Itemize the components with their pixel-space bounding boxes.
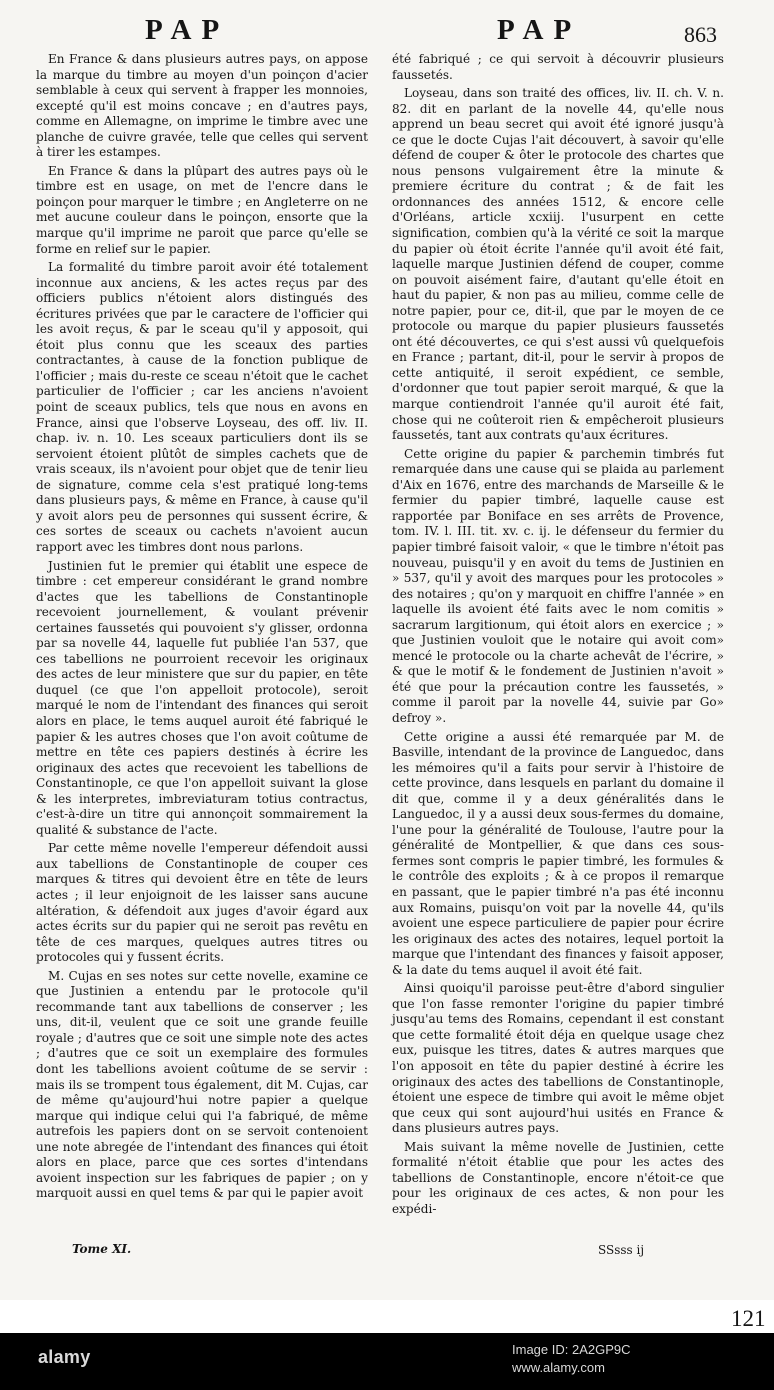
paragraph: En France & dans plusieurs autres pays, on appose la marque du timbre au moyen d'un poinçon d'acier semblable à ceux qui servent à frapper les monnoies, excepté qu'il est moins concave ; en d'autres pays, comme en Allemagne, on imprime le timbre avec une planche de cuivre gravée, telle que celles qui servent à tirer les estampes.	[36, 52, 368, 160]
signature-mark: SSsss ij	[598, 1243, 645, 1257]
sheet-number: 121	[731, 1306, 766, 1331]
stock-site: www.alamy.com	[512, 1360, 605, 1375]
paragraph: La formalité du timbre paroit avoir été totalement inconnue aux anciens, & les actes reçus par des officiers publics n'étoient alors distingués des écritures privées que par le caractere de l'officier qui les avoit reçus, & par le sceau qu'il y apposoit, qui étoit plus connu que les sceaux des parties contractantes, à cause de la fonction publique de l'officier ; mais du-reste ce sceau n'étoit que le cachet particulier de l'officier ; car les anciens n'avoient point de sceaux publics, tels que nous en avons en France, ainsi que l'observe Loyseau, des off. liv. II. chap. iv. n. 10. Les sceaux particuliers dont ils se servoient étoient plûtôt de simples cachets que de vrais sceaux, ils n'avoient pour objet que de tenir lieu de signature, comme cela s'est pratiqué long-tems dans plusieurs pays, & même en France, à cause qu'il y avoit alors peu de personnes qui sussent écrire, & ces sortes de sceaux ou cachets n'avoient aucun rapport avec les timbres dont nous parlons.	[36, 260, 368, 554]
stock-info	[512, 1341, 631, 1377]
paragraph: Par cette même novelle l'empereur défendoit aussi aux tabellions de Constantinople de couper ces marques & titres qui devoient être en tête de leurs actes ; il leur enjoignoit de les laisser sans aucune altération, & défendoit aux juges d'avoir égard aux actes écrits sur du papier qui ne seroit pas revêtu en tête de ces marques, quelques autres titres ou protocoles qui y fussent écrits.	[36, 841, 368, 965]
running-head-right: PAP	[497, 14, 582, 46]
volume-footer: Tome XI.	[72, 1242, 132, 1256]
paragraph: En France & dans la plûpart des autres pays où le timbre est en usage, on met de l'encre dans le poinçon pour marquer le timbre ; en Angleterre on ne met aucune couleur dans le poinçon, ensorte que la marque qu'il imprime ne paroit que parce qu'elle se forme en relief sur le papier.	[36, 163, 368, 256]
paragraph: M. Cujas en ses notes sur cette novelle, examine ce que Justinien a entendu par le protocole qu'il recommande tant aux tabellions de conserver ; les uns, dit-il, veulent que ce soit une grande feuille royale ; d'autres que ce soit une simple note des actes ; d'autres que ce soit un exemplaire des formules dont les tabellions avoient coûtume de se servir : mais ils se trompent tous également, dit M. Cujas, car de même qu'aujourd'hui notre papier a quelque marque qui indique celui qui l'a fabriqué, de même autrefois les papiers dont on se servoit contenoient une note abregée de l'intendant des finances qui étoit alors en place, parce que ces sortes d'intendans avoient inspection sur les fabriques de papier ; on y marquoit aussi en quel tems & par qui le papier avoit	[36, 968, 368, 1201]
paragraph: Mais suivant la même novelle de Justinien, cette formalité n'étoit établie que pour les actes des tabellions de Constantinople, encore n'étoit-ce que pour les originaux de ces actes, & non pour les expédi-	[392, 1139, 724, 1216]
left-column	[36, 52, 368, 1205]
page-number: 863	[684, 22, 717, 47]
paragraph: Loyseau, dans son traité des offices, liv. II. ch. V. n. 82. dit en parlant de la novelle 44, qu'elle nous apprend un beau secret qui avoit été ignoré jusqu'à ce que le docte Cujas l'ait découvert, à savoir qu'elle défend de couper & ôter le protocole des chartes que nous pensons vulgairement être la minute & premiere écriture du contrat ; & de fait les ordonnances des années 1512, & encore celle d'Orléans, article xcxiij. l'usurpent en cette signification, combien qu'à la vérité ce soit la marque du papier où étoit écrite l'année qu'il avoit été fait, laquelle marque Justinien défend de couper, comme on pouvoit aisément faire, d'autant qu'elle étoit en haut du papier, & non pas au milieu, comme celle de notre papier, pour ce, dit-il, que par le moyen de ce protocole ou marque du papier plusieurs faussetés ont été découvertes, ce qui s'est aussi vû quelquefois en France ; partant, dit-il, pour le servir à propos de cette antiquité, il seroit expédient, ce semble, d'ordonner que tout papier seroit marqué, & que la marque contiendroit l'année qu'il auroit été fait, chose qui ne coûteroit rien & empêcheroit plusieurs faussetés, tant aux contrats qu'aux écritures.	[392, 86, 724, 443]
paragraph: Cette origine a aussi été remarquée par M. de Basville, intendant de la province de Languedoc, dans les mémoires qu'il a faits pour servir à l'histoire de cette province, dans lesquels en parlant du domaine il dit que, comme il y a deux généralités dans le Languedoc, il y a aussi deux sous-fermes du domaine, l'une pour la généralité de Toulouse, l'autre pour la généralité de Montpellier, & que dans ces sous-fermes sont compris le papier timbré, les formules & le contrôle des exploits ; & à ce propos il remarque en passant, que le papier timbré n'a pas été inconnu aux Romains, puisqu'on voit par la novelle 44, qu'ils avoient une espece particuliere de papier pour écrire les originaux des actes des notaires, lequel portoit la marque que l'intendant des finances y faisoit apposer, & la date du tems auquel il avoit été fait.	[392, 729, 724, 977]
stock-banner	[0, 1333, 774, 1390]
paragraph: été fabriqué ; ce qui servoit à découvrir plusieurs faussetés.	[392, 52, 724, 82]
running-head-left: PAP	[145, 14, 230, 46]
paragraph: Cette origine du papier & parchemin timbrés fut remarquée dans une cause qui se plaida au parlement d'Aix en 1676, entre des marchands de Marseille & le fermier du papier timbré, laquelle cause est rapportée par Boniface en ses arrêts de Provence, tom. IV. l. III. tit. xv. c. ij. le défenseur du fermier du papier timbré faisoit valoir, « que le timbre n'étoit pas nouveau, puisqu'il y en avoit du tems de Justinien en » 537, qu'il y avoit des marques pour les protocoles » des notaires ; qu'on y marquoit en chiffre l'année » en laquelle ils avoient été faits avec le nom comitis » sacrarum largitionum, qui étoit alors en exercice ; » que Justinien vouloit que le notaire qui avoit com» mencé le protocole ou la charte achevât de l'écrire, » & que le motif & le fondement de Justinien n'avoit » été que pour la précaution contre les faussetés, » comme il paroit par la novelle 44, suivie par Go» defroy ».	[392, 446, 724, 725]
right-column	[392, 52, 724, 1220]
image-id: Image ID: 2A2GP9C	[512, 1342, 631, 1357]
paragraph: Ainsi quoiqu'il paroisse peut-être d'abord singulier que l'on fasse remonter l'origine du papier timbré jusqu'au tems des Romains, cependant il est constant que cette formalité étoit déja en quelque usage chez eux, puisque les titres, dates & autres marques que l'on apposoit en tête du papier destiné à écrire les originaux des actes des tabellions de Constantinople, étoient une espece de timbre qui avoit le même objet que ceux qui sont aujourd'hui usités en France & dans plusieurs autres pays.	[392, 981, 724, 1136]
paragraph: Justinien fut le premier qui établit une espece de timbre : cet empereur considérant le grand nombre d'actes que les tabellions de Constantinople recevoient journellement, & voulant prévenir certaines faussetés qui pouvoient s'y glisser, ordonna par sa novelle 44, laquelle fut publiée l'an 537, que ces tabellions ne pourroient recevoir les originaux des actes de leur ministere que sur du papier, en tête duquel (ce que l'on appelloit protocole), seroit marqué le nom de l'intendant des finances qui seroit alors en place, le tems auquel auroit été fabriqué le papier & les autres choses que l'on avoit coûtume de mettre en tête ces papiers destinés à écrire les originaux des actes que recevoient les tabellions de Constantinople, ce que l'on appelloit suivant la glose & les interpretes, imbreviaturam totius contractus, c'est-à-dire un titre qui annonçoit sommairement la qualité & substance de l'acte.	[36, 558, 368, 837]
stock-brand: alamy	[38, 1347, 91, 1367]
